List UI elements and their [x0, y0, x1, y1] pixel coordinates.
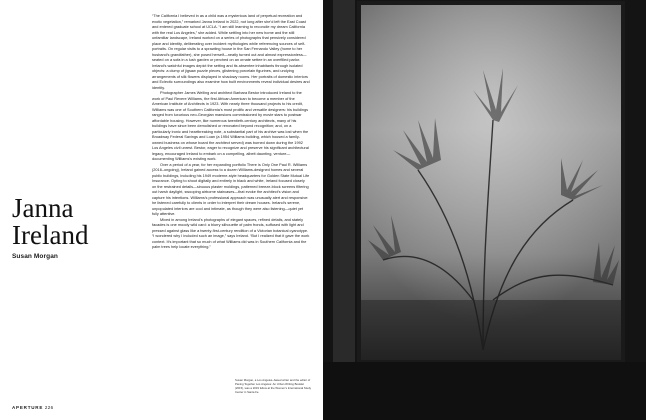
paragraph-4: Mixed in among Ireland’s photographs of elegant spaces, refined details, and stately facades is one moody wild card: a blurry silhouette of palm fronds, suffused with light and pressed against glass like a twenty-first-century rendition of a Victorian botanical cyanotype. “I wondered why I included such an image,” says Ireland. “But I realized that it gave the work context. It’s important that so much of what Williams did was in Southern California and the palm trees help locate everything.”	[152, 217, 310, 249]
palm-fronds-behind-glass-image	[323, 0, 646, 420]
article-body	[152, 14, 310, 370]
title-line-1: Janna	[12, 193, 74, 223]
author-byline: Susan Morgan	[12, 253, 58, 260]
title-line-2: Ireland	[12, 220, 89, 250]
photo-page	[323, 0, 646, 420]
author-bio-caption: Susan Morgan, a Los Angeles–based writer and the editor of Paving Together Los Angeles: An Urban Writing Booklet (2015), was a 2019 fellow at the Women’s International Study Center in Santa Fe.	[235, 378, 312, 394]
footer-brand: APERTURE	[12, 405, 44, 410]
article-title	[12, 195, 142, 249]
paragraph-3: Over a period of a year, for her expanding portfolio There is Only One Paul R. Williams (2016–ongoing), Ireland gained access to a dozen Williams-designed homes and several public buildings, including his 1949 moderne-style headquarters for Golden State Mutual Life Insurance. Opting to shoot digitally and entirely in black and white, Ireland focused closely on the restrained details—sinuous plaster moldings, patterned breeze-block screens filtering out harsh daylight, swooping airborne staircases—that evoke the architect’s vision and capture his intentions. Williams’s professional approach was unusually alert and responsive: he listened carefully to clients in order to interpret their dream houses. Ireland’s serene, unpopulated interiors are cool and intimate, as though they were also listening—quiet yet fully attentive.	[152, 162, 310, 216]
page-footer	[12, 405, 54, 410]
paragraph-1: “The California I believed in as a child was a mysterious land of perpetual recreation and exotic vegetation,” remarked Janna Ireland in 2022, not long after she’d left the East Coast and entered graduate school at UCLA. “I am still learning to reconcile my dream California with the real Los Angeles,” she added. While settling into her new home and the still unfamiliar landscape, Ireland worked on a series of photographs that pensively considered place and identity, deliberating over incident mythologies while referencing sources of self-portraits. On regular visits to a sprawling house in the San Fernando Valley (home to her husband’s grandfather), she posed herself—neatly turned out and almost expressionless—seated on a sofa in a lush garden or perched on an ornate settee in an overfilled parlor. Ireland’s watchful images depict the setting and its absentee inhabitants through isolated objects: a clump of jigsaw puzzle pieces, glistening porcelain figurines, and undying arrangements of silk flowers displayed in shadowy rooms. Her portraits of domestic interiors and Eclectic surroundings also examine how built environments reveal individual desires and identity.	[152, 14, 310, 90]
footer-page-number: 226	[44, 405, 54, 410]
paragraph-2: Photographer James Welling and architect Barbara Bestor introduced Ireland to the work of Paul Revere Williams, the first African American to become a member of the American Institute of Architects in 1923. With nearly three thousand projects to his credit, Williams was one of Southern California’s most prolific and versatile designers: his buildings ranged from luxurious neo-Georgian mansions commissioned by movie stars to postwar affordable housing. However, like numerous twentieth-century architects, many of his buildings have since been demolished or renovated beyond recognition; and, on a particularly ironic and heartbreaking note, a substantial part of his archive was lost when the Broadway Federal Savings and Loan (a 1954 Williams building, which housed a family-owned business on whose board the architect served) was burned down during the 1992 Los Angeles civil unrest. Bestor, eager to recognize and preserve his significant architectural legacy, encouraged Ireland to embark on a compelling, albeit daunting, venture—documenting Williams’s existing work.	[152, 91, 309, 161]
